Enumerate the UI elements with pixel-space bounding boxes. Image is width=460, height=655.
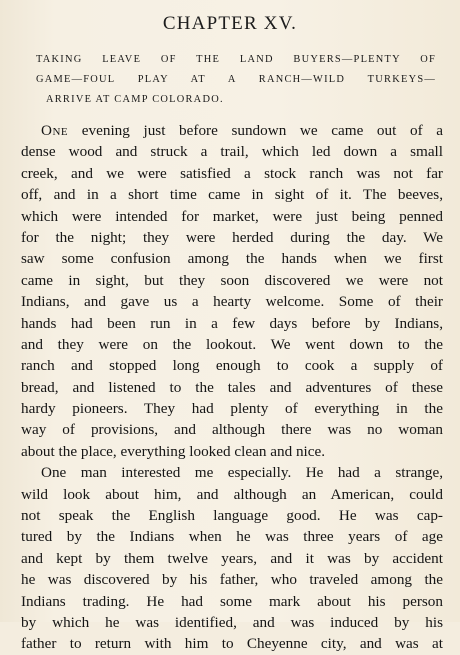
paragraph-line: Indians, and gave us a hearty welcome. Some of their (21, 293, 443, 311)
paragraph-line: saw some confusion among the hands when we first (21, 250, 443, 268)
paragraph-line: for the night; they were herded during the day. We (21, 228, 443, 246)
paragraph-line: by which he was identified, and was induced by his (21, 613, 443, 631)
paragraph-line-text: evening just before sundown we came out of a (68, 122, 443, 139)
paragraph-line: which were intended for market, were just being penned (21, 207, 443, 225)
paragraph-line: hands had been run in a few days before by Indians, (21, 314, 443, 332)
paragraph-line: bread, and listened to the tales and adventures of these (21, 378, 443, 396)
paragraph-line: he was discovered by his father, who traveled among the (21, 571, 443, 589)
paragraph-line: about the place, everything looked clean and nice. (21, 442, 326, 460)
body-text (21, 120, 443, 655)
chapter-synopsis (36, 50, 436, 110)
paragraph-lead-word: One (41, 122, 69, 139)
paragraph-line: way of provisions, and although there was no woman (21, 421, 443, 439)
paragraph-line: came in sight, but they soon discovered we were not (21, 271, 443, 289)
paragraph-line: wild look about him, and although an American, could (21, 485, 443, 503)
synopsis-line: TAKING LEAVE OF THE LAND BUYERS—PLENTY OF (36, 54, 436, 65)
paragraph-line (21, 120, 443, 141)
paragraph-line: One man interested me especially. He had a strange, (41, 464, 443, 482)
paragraph-line: creek, and we were satisfied a stock ranch was not far (21, 164, 443, 182)
paragraph-line: hardy pioneers. They had plenty of everything in the (21, 400, 443, 418)
paragraph-line: and kept by them twelve years, and it was by accident (21, 549, 443, 567)
paragraph-line: off, and in a short time came in sight of it. The beeves, (21, 186, 443, 204)
paragraph-line: Indians trading. He had some mark about his person (21, 592, 443, 610)
chapter-title: CHAPTER XV. (162, 13, 298, 34)
paragraph-line: tured by the Indians when he was three years of age (21, 528, 443, 546)
synopsis-line: GAME—FOUL PLAY AT A RANCH—WILD TURKEYS— (36, 74, 436, 85)
paragraph-line: father to return with him to Cheyenne city, and was at (21, 635, 443, 653)
synopsis-line: ARRIVE AT CAMP COLORADO. (46, 94, 224, 105)
paragraph-line: dense wood and struck a trail, which led down a small (21, 143, 443, 161)
paragraph-line: ranch and stopped long enough to cook a supply of (21, 357, 443, 375)
paragraph-line: not speak the English language good. He was cap- (21, 507, 443, 525)
paragraph-line: and they were on the lookout. We went down to the (21, 335, 443, 353)
